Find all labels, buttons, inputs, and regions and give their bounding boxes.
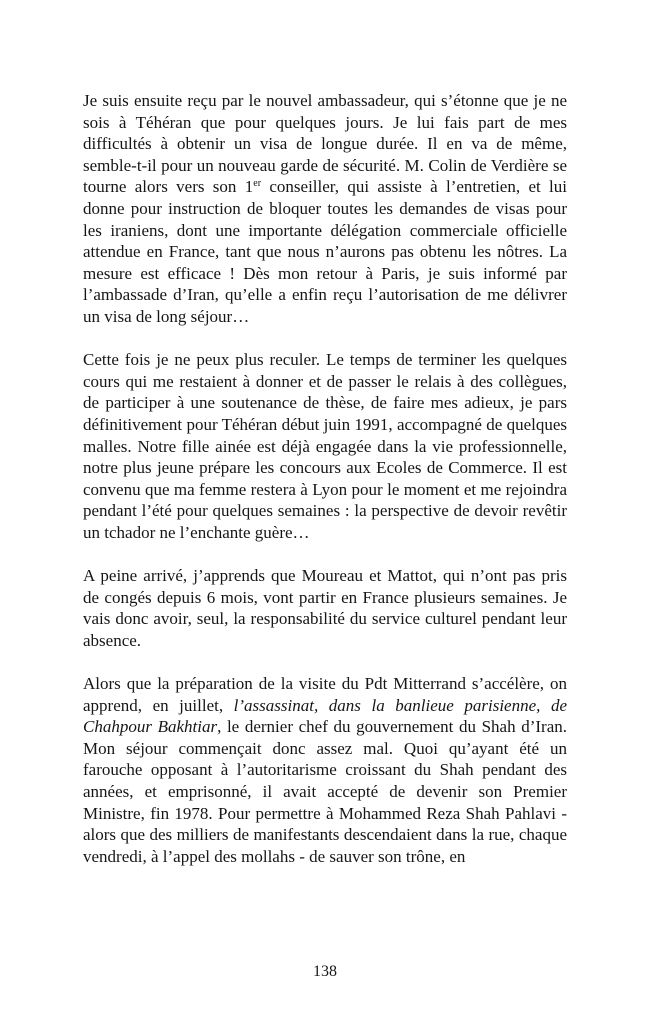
paragraph-3 — [83, 565, 567, 651]
text-segment: , le dernier chef du gouvernement du Shah d’Iran. Mon séjour commençait donc assez mal. Quoi qu’ayant été un farouche opposant à l’autoritarisme croissant du Shah pendant des années, et emprisonné, il avait accepté de devenir son Premier Ministre, fin 1978. Pour permettre à Mohammed Reza Shah Pahlavi - alors que des milliers de manifestants descendaient dans la rue, chaque vendredi, à l’appel des mollahs - de sauver son trône, en — [83, 717, 567, 866]
text-segment: Je suis ensuite reçu par le nouvel ambassadeur, qui s’étonne que je ne sois à Téhéran que pour quelques jours. Je lui fais part de mes difficultés à obtenir un visa de longue durée. Il en va de même, semble-t-il pour un nouveau garde de sécurité. M. Colin de Verdière se tourne alors vers son 1 — [83, 91, 567, 197]
text-segment: Alors que la préparation de la visite du Pdt Mitterrand s’accélère, on apprend, en juillet, — [83, 674, 567, 715]
body-text — [83, 90, 567, 867]
paragraph-4 — [83, 673, 567, 867]
text-segment: A peine arrivé, j’apprends que Moureau et Mattot, qui n’ont pas pris de congés depuis 6 mois, vont partir en France plusieurs semaines. Je vais donc avoir, seul, la responsabilité du service culturel pendant leur absence. — [83, 566, 567, 650]
text-segment: conseiller, qui assiste à l’entretien, et lui donne pour instruction de bloquer toutes les demandes de visas pour les iraniens, dont une importante délégation commerciale officielle attendue en France, tant que nous n’aurons pas obtenu les nôtres. La mesure est efficace ! Dès mon retour à Paris, je suis informé par l’ambassade d’Iran, qu’elle a enfin reçu l’autorisation de me délivrer un visa de long séjour… — [83, 177, 567, 326]
paragraph-1 — [83, 90, 567, 328]
paragraph-2 — [83, 349, 567, 543]
italic-text-segment: l’assassinat, dans la banlieue parisienne, de Chahpour Bakhtiar — [83, 695, 567, 737]
ordinal-superscript: er — [253, 178, 262, 190]
page-number: 138 — [313, 963, 337, 980]
text-segment: Cette fois je ne peux plus reculer. Le temps de terminer les quelques cours qui me restaient à donner et de passer le relais à des collègues, de participer à une soutenance de thèse, de faire mes adieux, je pars définitivement pour Téhéran début juin 1991, accompagné de quelques malles. Notre fille ainée est déjà engagée dans la vie professionnelle, notre plus jeune prépare les concours aux Ecoles de Commerce. Il est convenu que ma femme restera à Lyon pour le moment et me rejoindra pendant l’été pour quelques semaines : la perspective de devoir revêtir un tchador ne l’enchante guère… — [83, 350, 567, 542]
